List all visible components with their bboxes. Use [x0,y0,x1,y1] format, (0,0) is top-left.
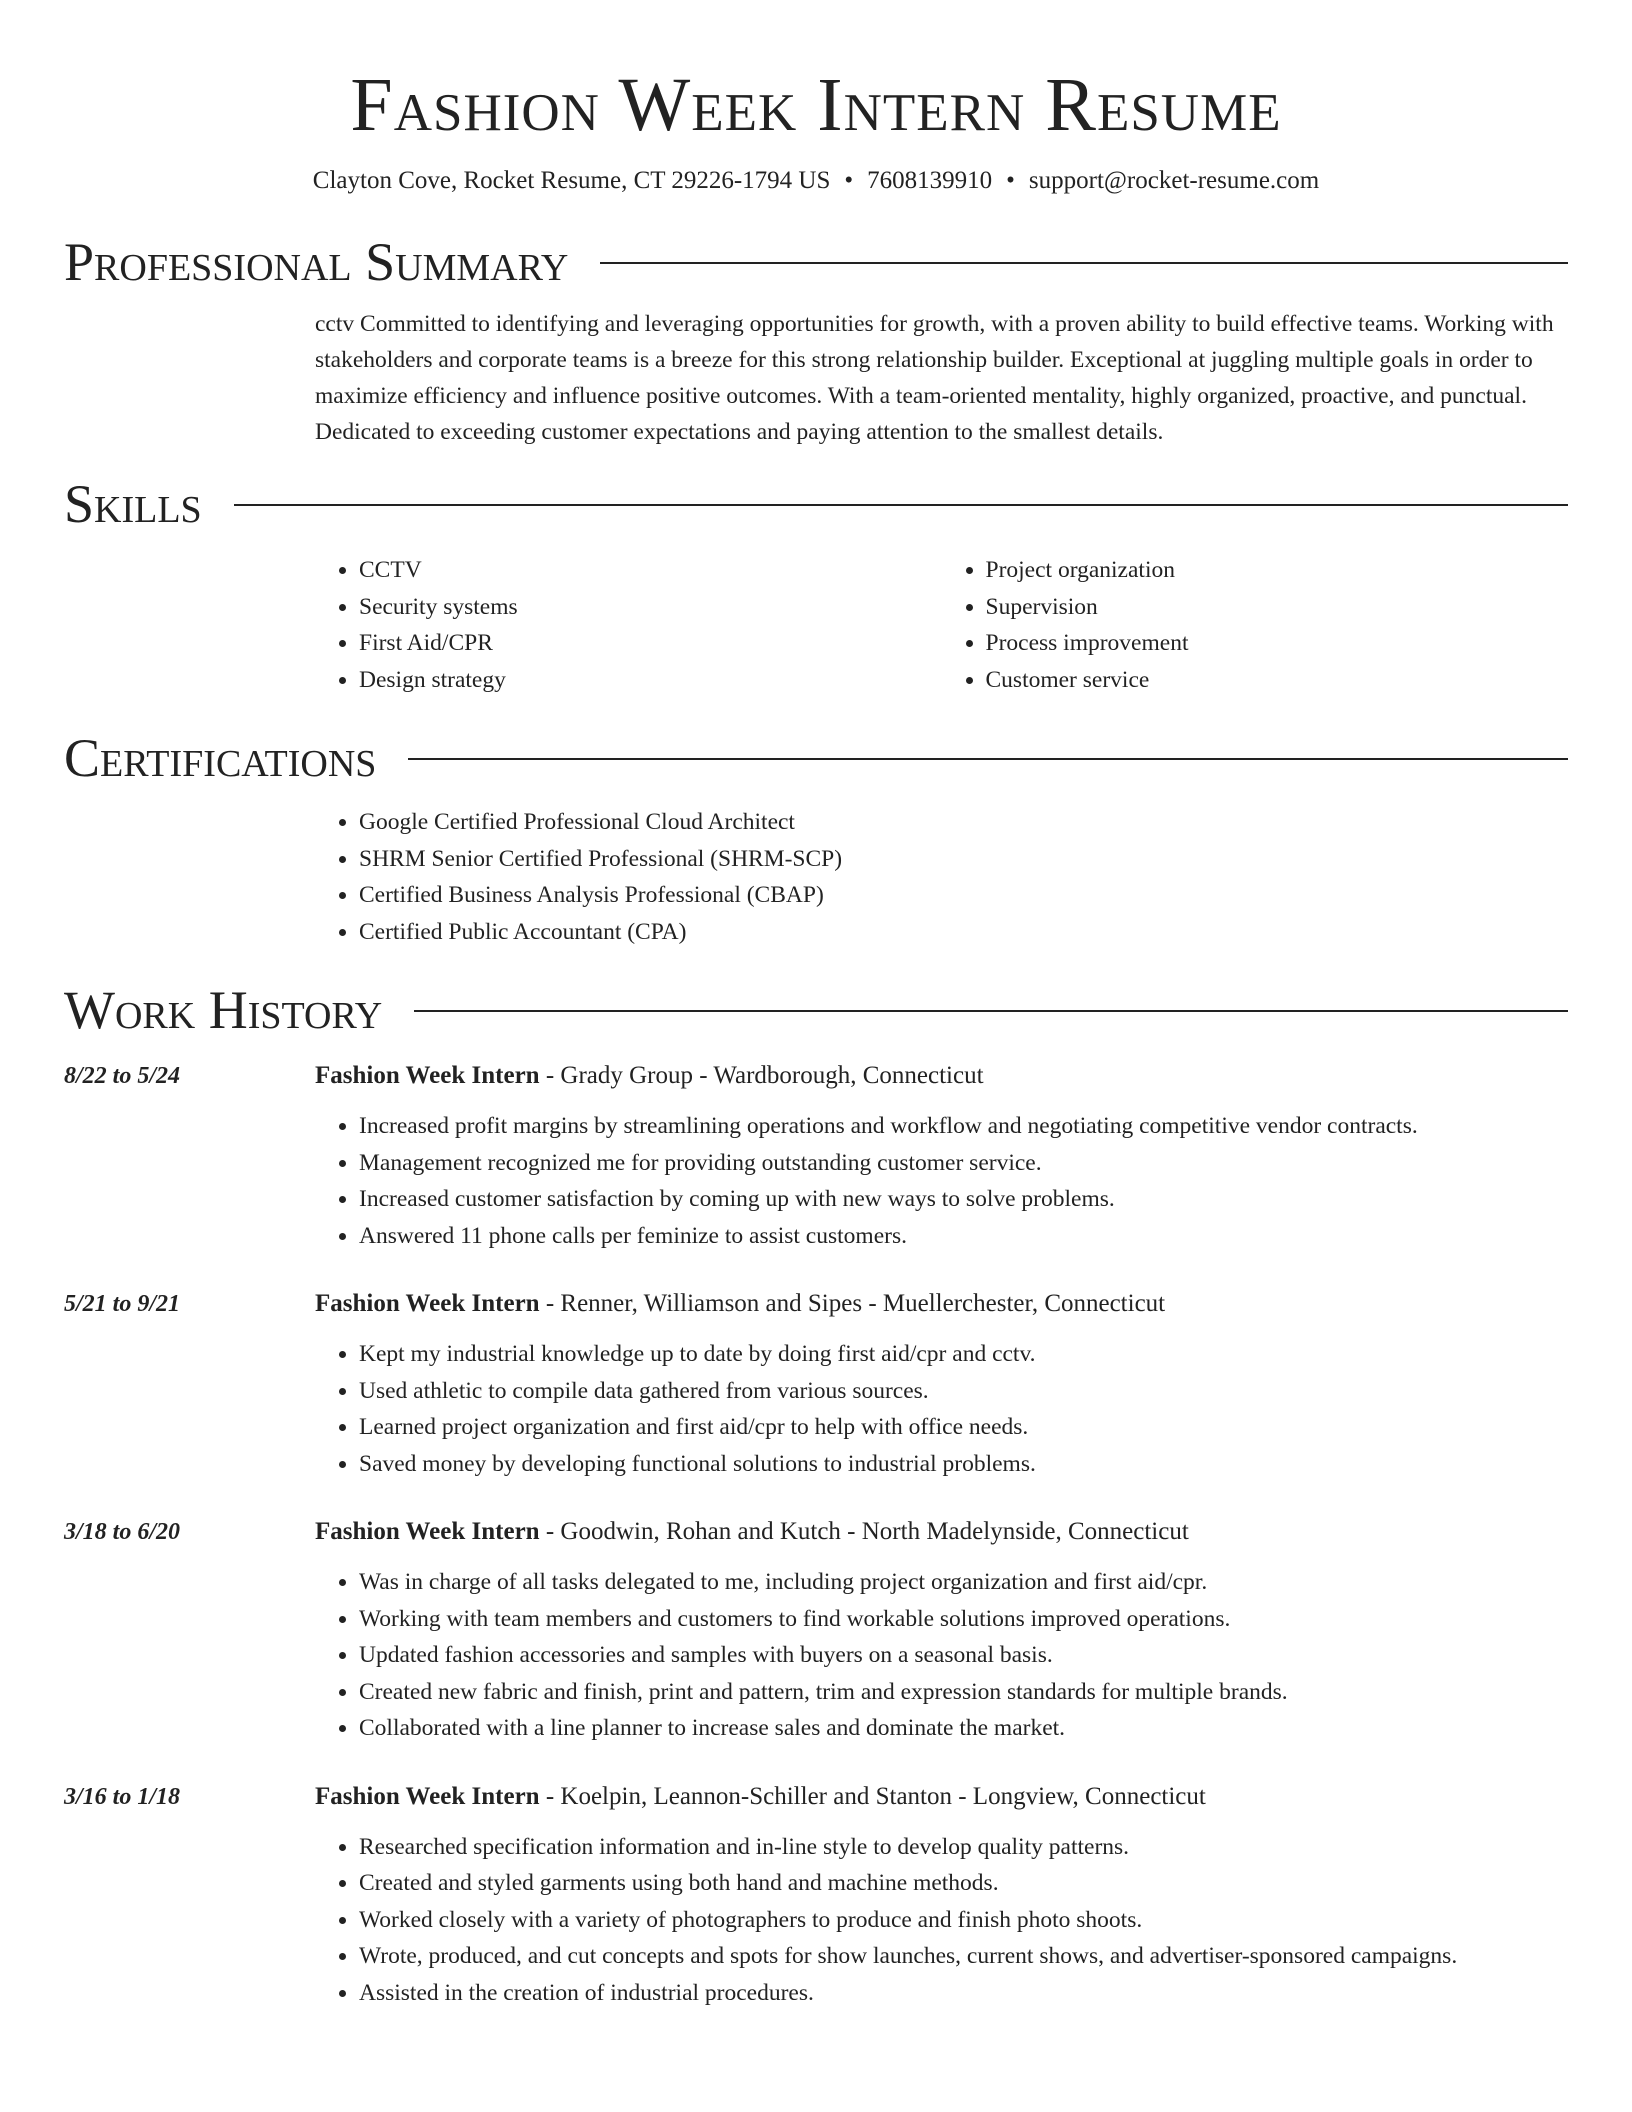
job-entry [64,1514,1568,1747]
job-entry [64,1058,1568,1254]
certifications-section [64,724,1568,950]
skills-list-right [942,552,1569,698]
job-bullet: • Collaborated with a line planner to increase sales and dominate the market. [359,1710,1568,1747]
job-employer: - Renner, Williamson and Sipes - Muellerchester, Connecticut [539,1290,1166,1317]
job-bullet: • Working with team members and customers to find workable solutions improved operations. [359,1601,1568,1638]
job-header [64,1286,1568,1322]
work-history-section [64,976,1568,2011]
skill-item: • Design strategy [359,662,942,699]
job-title: Fashion Week Intern [315,1518,540,1545]
section-heading [64,470,1568,538]
job-header [64,1514,1568,1550]
section-heading [64,228,1568,296]
job-heading [315,1779,1206,1815]
job-title: Fashion Week Intern [315,1062,540,1089]
resume-title: Fashion Week Intern Resume [350,63,1282,147]
job-bullet: • Kept my industrial knowledge up to date by doing first aid/cpr and cctv. [359,1336,1568,1373]
summary-section [64,228,1568,450]
job-bullets [315,1564,1568,1747]
job-heading [315,1514,1189,1550]
contact-separator: • [844,167,854,194]
job-employer: - Goodwin, Rohan and Kutch - North Madelynside, Connecticut [539,1518,1189,1545]
job-title: Fashion Week Intern [315,1782,540,1810]
job-bullet: • Researched specification information and in-line style to develop quality patterns. [359,1829,1568,1866]
section-divider [414,1010,1568,1012]
skill-item: • Customer service [986,662,1569,699]
job-dates: 8/22 to 5/24 [64,1063,181,1089]
skills-grid [315,552,1568,698]
job-bullet: • Used athletic to compile data gathered from various sources. [359,1373,1568,1410]
skills-list-left [315,552,942,698]
section-heading [64,976,1568,1044]
summary-title: Professional Summary [64,232,569,292]
job-bullet: • Worked closely with a variety of photographers to produce and finish photo shoots. [359,1902,1568,1939]
job-bullet: • Wrote, produced, and cut concepts and spots for show launches, current shows, and advertiser-sponsored campaigns. [359,1938,1568,1975]
certification-item: • Google Certified Professional Cloud Architect [359,804,1568,841]
summary-text: cctv Committed to identifying and leveraging opportunities for growth, with a proven ability to build effective teams. Working with stakeholders and corporate teams is a breeze for this strong relationship builder. Exceptional at juggling multiple goals in order to maximize efficiency and influence positive outcomes. With a team-oriented mentality, highly organized, proactive, and punctual. Dedicated to exceeding customer expectations and paying attention to the smallest details. [315,311,1554,445]
certification-item: • Certified Public Accountant (CPA) [359,914,1568,951]
job-bullet: • Assisted in the creation of industrial procedures. [359,1975,1568,2012]
skill-item: • Security systems [359,589,942,626]
job-bullet: • Created new fabric and finish, print and pattern, trim and expression standards for multiple brands. [359,1674,1568,1711]
job-bullet: • Management recognized me for providing outstanding customer service. [359,1145,1568,1182]
skill-item: • First Aid/CPR [359,625,942,662]
skills-section [64,470,1568,698]
job-title: Fashion Week Intern [315,1290,540,1317]
section-divider [600,262,1568,264]
contact-address: Clayton Cove, Rocket Resume, CT 29226-1794 US [312,167,831,194]
job-heading [315,1058,984,1094]
contact-separator: • [1006,167,1015,194]
job-bullets [315,1108,1568,1254]
certifications-list [315,804,1568,950]
job-header [64,1058,1568,1094]
certification-item: • SHRM Senior Certified Professional (SHRM-SCP) [359,841,1568,878]
job-heading [315,1286,1165,1322]
contact-email: support@rocket-resume.com [1028,167,1320,194]
certifications-title: Certifications [64,728,377,788]
job-bullet: • Saved money by developing functional solutions to industrial problems. [359,1446,1568,1483]
section-heading [64,724,1568,792]
skill-item: • Process improvement [986,625,1569,662]
job-dates: 3/18 to 6/20 [64,1519,181,1545]
job-entry [64,1779,1568,2012]
skills-title: Skills [64,474,202,534]
job-dates: 3/16 to 1/18 [64,1783,181,1810]
skill-item: • Project organization [986,552,1569,589]
job-bullet: • Learned project organization and first aid/cpr to help with office needs. [359,1409,1568,1446]
section-divider [234,504,1568,506]
job-bullet: • Updated fashion accessories and samples with buyers on a seasonal basis. [359,1637,1568,1674]
certifications-body [315,804,1568,950]
job-header [64,1779,1568,1815]
certification-item: • Certified Business Analysis Professional (CBAP) [359,877,1568,914]
job-employer: - Koelpin, Leannon-Schiller and Stanton - Longview, Connecticut [539,1782,1206,1810]
job-bullet: • Answered 11 phone calls per feminize to assist customers. [359,1218,1568,1255]
job-bullet: • Increased profit margins by streamlining operations and workflow and negotiating competitive vendor contracts. [359,1108,1568,1145]
job-dates: 5/21 to 9/21 [64,1291,181,1317]
contact-phone: 7608139910 [867,167,993,194]
job-bullet: • Created and styled garments using both hand and machine methods. [359,1865,1568,1902]
job-bullets [315,1829,1568,2012]
skill-item: • CCTV [359,552,942,589]
resume-page [64,0,1568,2011]
job-bullet: • Was in charge of all tasks delegated to me, including project organization and first aid/cpr. [359,1564,1568,1601]
job-employer: - Grady Group - Wardborough, Connecticut [539,1062,984,1089]
job-bullet: • Increased customer satisfaction by coming up with new ways to solve problems. [359,1181,1568,1218]
contact-line [64,164,1568,198]
summary-body [315,306,1568,450]
job-bullets [315,1336,1568,1482]
section-divider [408,758,1568,760]
job-entry [64,1286,1568,1482]
work-history-title: Work History [64,980,383,1040]
skill-item: • Supervision [986,589,1569,626]
